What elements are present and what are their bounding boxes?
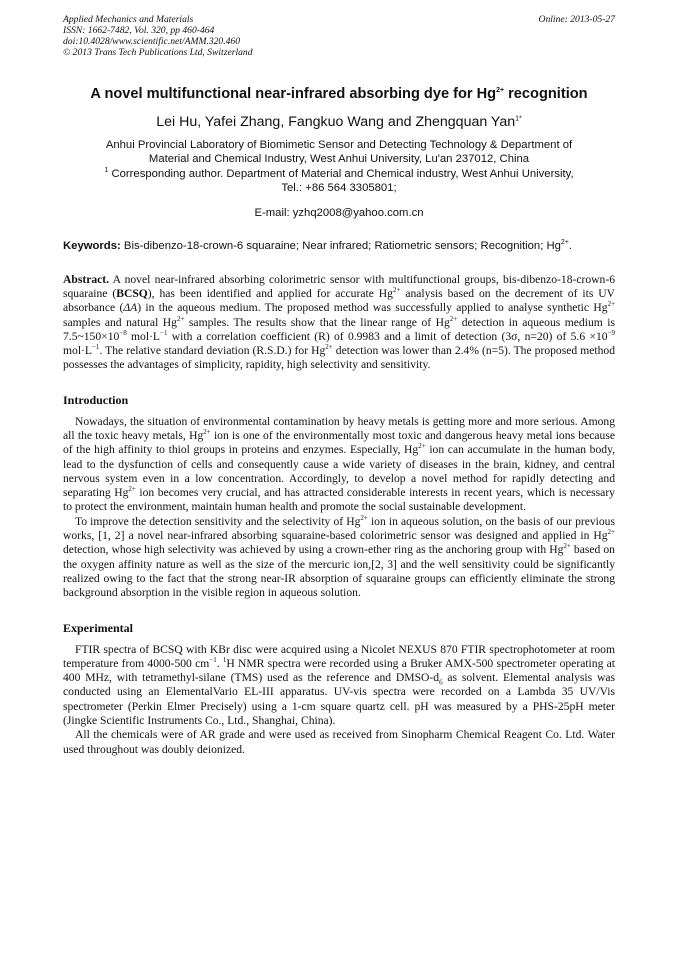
- ion-charge: 2+: [203, 428, 211, 437]
- exponent: −1: [91, 343, 100, 352]
- journal-header: [63, 14, 615, 58]
- intro-text: ion can accumulate in the human body, lead to the dysfunction of cells and consequently cause a wide variety of diseases in the brain, kidney, and central nervous system even in a low concentration. Accordingly, to develop a novel method for rapidly detecting and separating Hg: [63, 443, 616, 500]
- experimental-text: .: [216, 656, 223, 670]
- intro-text: ion in aqueous solution, on the basis of our previous works, [1, 2] a novel near-infrared absorbing squaraine-based colorimetric sensor was designed and applied in Hg: [63, 514, 615, 543]
- abstract-text: detection in aqueous medium is 7.5~150×10: [63, 315, 615, 343]
- author-list: [63, 113, 615, 131]
- ion-charge: 2+: [607, 300, 616, 309]
- abstract: [63, 273, 615, 373]
- affiliation: [63, 138, 615, 196]
- author-names: Lei Hu, Yafei Zhang, Fangkuo Wang and Zhengquan Yan: [156, 114, 516, 130]
- ion-charge: 2+: [392, 286, 401, 295]
- journal-doi: doi:10.4028/www.scientific.net/AMM.320.460: [63, 36, 241, 47]
- intro-text: ion is one of the environmentally most toxic and dangerous heavy metal ions because of the high affinity to thiol groups in proteins and enzymes. Especially, Hg: [63, 429, 615, 457]
- abstract-text: ), has been identified and applied for accurate Hg: [147, 286, 393, 300]
- abstract-text: mol·L: [126, 329, 161, 343]
- abstract-text: ) in the aqueous medium. The proposed method was successfully applied to analyse synthetic Hg: [137, 301, 608, 315]
- affiliation-line-1: Anhui Provincial Laboratory of Biomimetic Sensor and Detecting Technology & Department of: [105, 139, 573, 151]
- online-date: Online: 2013-05-27: [538, 14, 615, 25]
- author-sup: 1*: [515, 115, 522, 123]
- abstract-text: samples and natural Hg: [63, 315, 177, 329]
- keywords-sup: 2+: [560, 238, 569, 246]
- intro-text: based on the oxygen affinity nature as well as the size of the mercuric ion,[2, 3] and the well sensitivity could be significantly realized owing to the fact that the strong near-IR absorption of squaraine groups can efficiently eliminate the strong background absorption in the visible region in aqueous solution.: [63, 543, 615, 600]
- affiliation-line-3-text: Corresponding author. Department of Material and Chemical industry, West Anhui University,: [108, 167, 574, 180]
- intro-text: Nowadays, the situation of environmental contamination by heavy metals is getting more and more serious. Among all the toxic heavy metals, Hg: [63, 414, 615, 442]
- abstract-text: . The relative standard deviation (R.S.D.) for Hg: [99, 344, 326, 358]
- abstract-label: Abstract.: [63, 272, 110, 286]
- ion-charge: 2+: [325, 343, 333, 352]
- abstract-text: with a correlation coefficient (R) of 0.9983 and a limit of detection (3σ, n=20) of 5.6 ×10: [167, 329, 608, 343]
- isotope-sup: 1: [222, 656, 227, 664]
- intro-text: detection, whose high selectivity was achieved by using a crown-ether ring as the anchoring group with Hg: [63, 543, 564, 557]
- journal-copyright: © 2013 Trans Tech Publications Ltd, Switzerland: [63, 47, 253, 58]
- exponent: −1: [160, 328, 168, 337]
- ion-charge: 2+: [418, 442, 426, 451]
- affiliation-sup: 1: [104, 167, 109, 175]
- abstract-text: analysis based on the decrement of its UV absorbance (: [63, 286, 616, 315]
- experimental-text: as solvent. Elemental analysis was conducted using an ElementalVario EL-III apparatus. UV-vis spectra were recorded on a Lambda 35 UV/Vis spectrometer (Perkin Elmer Precisely) using a 1-cm square quartz cell. pH was measured by a PHS-25pH meter (Jingke Scientific Instruments Co., Ltd., Shanghai, China).: [63, 671, 615, 728]
- ion-charge: 2+: [449, 314, 458, 323]
- section-title-experimental: Experimental: [63, 620, 133, 635]
- journal-info: [63, 14, 253, 58]
- ion-charge: 2+: [360, 513, 368, 522]
- intro-text: To improve the detection sensitivity and the selectivity of Hg: [75, 514, 361, 528]
- section-title-introduction: Introduction: [63, 392, 129, 407]
- experimental-paragraph-2: All the chemicals were of AR grade and were used as received from Sinopharm Chemical Reagent Co. Ltd. Water used throughout was doubly deionized.: [63, 728, 615, 756]
- ion-charge: 2+: [607, 528, 615, 537]
- affiliation-phone: Tel.: +86 564 3305801;: [281, 182, 397, 195]
- abstract-text: mol·L: [63, 344, 92, 358]
- ion-charge: 2+: [563, 542, 571, 551]
- experimental-paragraph-1: [63, 643, 615, 729]
- keywords-end: .: [568, 239, 573, 252]
- title-sup: 2+: [496, 87, 505, 95]
- exponent: −9: [607, 328, 615, 337]
- journal-name: Applied Mechanics and Materials: [63, 14, 194, 25]
- affiliation-line-2: Material and Chemical Industry, West Anhui University, Lu'an 237012, China: [148, 153, 530, 166]
- deuterium-sub: 6: [439, 678, 443, 687]
- keywords-text: Bis-dibenzo-18-crown-6 squaraine; Near infrared; Ratiometric sensors; Recognition; Hg: [120, 239, 561, 252]
- intro-text: ion becomes very crucial, and has attracted considerable interests in recent years, which is necessary to protect the environment, maintain human health and promote the social sustainable development.: [63, 486, 615, 514]
- affiliation-line-3: [63, 167, 615, 181]
- title-text: A novel multifunctional near-infrared absorbing dye for Hg: [90, 86, 497, 102]
- experimental-text: H NMR spectra were recorded using a Bruker AMX-500 spectrometer operating at 400 MHz, with tetramethyl-silane (TMS) used as the reference and DMSO-d: [63, 656, 615, 685]
- paper-title: [63, 85, 615, 103]
- journal-issn: ISSN: 1662-7482, Vol. 320, pp 460-464: [63, 25, 215, 36]
- keywords: [63, 239, 615, 253]
- intro-paragraph-2: [63, 515, 615, 601]
- abstract-bcsq: BCSQ: [116, 286, 148, 300]
- abstract-text: detection was lower than 2.4% (n=5). The proposed method possesses the advantages of simplicity, rapidity, high selectivity and sensitivity.: [63, 344, 615, 372]
- experimental-text: FTIR spectra of BCSQ with KBr disc were acquired using a Nicolet NEXUS 870 FTIR spectrophotometer at room temperature from 4000-500 cm: [63, 642, 615, 670]
- author-email: E-mail: yzhq2008@yahoo.com.cn: [254, 206, 424, 219]
- abstract-text: A novel near-infrared absorbing colorimetric sensor with multifunctional groups, bis-dibenzo-18-crown-6 squaraine (: [63, 272, 615, 300]
- ion-charge: 2+: [176, 314, 185, 323]
- ion-charge: 2+: [128, 485, 136, 494]
- keywords-label: Keywords:: [63, 239, 121, 252]
- exponent: −1: [209, 656, 217, 664]
- title-tail: recognition: [504, 86, 588, 102]
- intro-paragraph-1: [63, 415, 615, 515]
- abstract-text: samples. The results show that the linear range of Hg: [184, 315, 450, 329]
- abstract-delta: ΔA: [123, 301, 138, 315]
- exponent: −8: [119, 328, 127, 337]
